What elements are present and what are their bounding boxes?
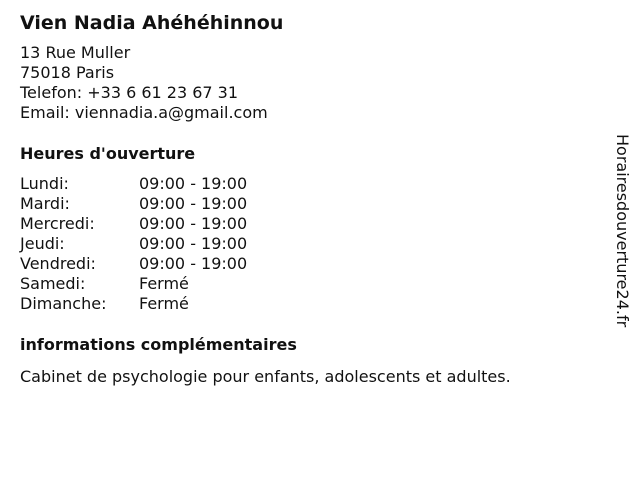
hours-row: [20, 254, 600, 274]
address-line-2: 75018 Paris: [20, 63, 115, 82]
email-line: Email: viennadia.a@gmail.com: [20, 103, 268, 122]
time-range: 09:00 - 19:00: [139, 194, 248, 213]
time-range: 09:00 - 19:00: [139, 234, 248, 253]
additional-info-text: Cabinet de psychologie pour enfants, adolescents et adultes.: [20, 367, 511, 386]
time-range: 09:00 - 19:00: [139, 254, 248, 273]
day-label: Lundi:: [20, 174, 69, 193]
business-name: Vien Nadia Ahéhéhinnou: [20, 12, 284, 34]
hours-row: [20, 274, 600, 294]
day-label: Dimanche:: [20, 294, 107, 313]
phone-line: Telefon: +33 6 61 23 67 31: [20, 83, 239, 102]
time-range: Fermé: [139, 294, 189, 313]
day-label: Mardi:: [20, 194, 70, 213]
day-label: Vendredi:: [20, 254, 96, 273]
site-watermark: Horairesdouverture24.fr: [613, 134, 632, 328]
additional-info-title: informations complémentaires: [20, 335, 297, 354]
business-card: [20, 11, 600, 387]
day-label: Jeudi:: [20, 234, 65, 253]
time-range: 09:00 - 19:00: [139, 214, 248, 233]
day-label: Samedi:: [20, 274, 86, 293]
opening-hours-list: [20, 174, 600, 314]
time-range: Fermé: [139, 274, 189, 293]
hours-row: [20, 294, 600, 314]
hours-row: [20, 234, 600, 254]
time-range: 09:00 - 19:00: [139, 174, 248, 193]
hours-row: [20, 194, 600, 214]
hours-row: [20, 174, 600, 194]
opening-hours-title: Heures d'ouverture: [20, 144, 196, 163]
day-label: Mercredi:: [20, 214, 95, 233]
address-line-1: 13 Rue Muller: [20, 43, 131, 62]
hours-row: [20, 214, 600, 234]
